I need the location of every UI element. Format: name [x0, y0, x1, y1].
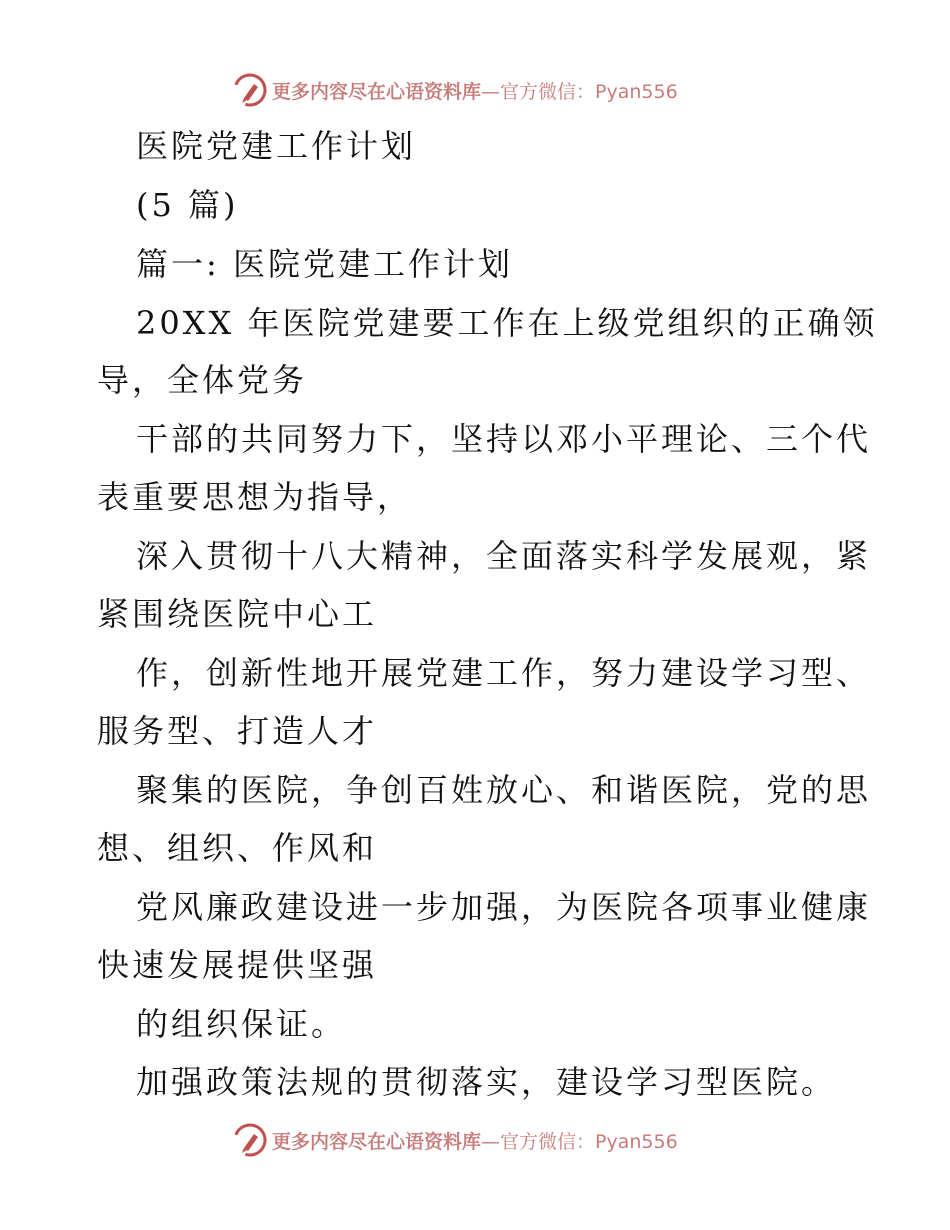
paragraph-line: 快速发展提供坚强 — [97, 946, 378, 984]
paragraph-line: 导，全体党务 — [97, 361, 308, 399]
paragraph-line: 党风廉政建设进一步加强，为医院各项事业健康 — [136, 888, 872, 926]
footer-watermark-banner — [232, 1122, 678, 1158]
document-title: 医院党建工作计划 — [136, 127, 417, 165]
document-subtitle: (5 篇) — [136, 186, 239, 224]
paragraph-line: 20XX 年医院党建要工作在上级党组织的正确领 — [136, 304, 878, 342]
paragraph-line: 想、组织、作风和 — [97, 829, 378, 867]
watermark-sub-text: —官方微信：Pyan556 — [481, 80, 678, 103]
paragraph-line: 深入贯彻十八大精神，全面落实科学发展观，紧 — [136, 537, 872, 575]
pen-nib-logo-icon — [232, 72, 268, 108]
watermark-main-text: 更多内容尽在心语资料库 — [272, 1130, 482, 1153]
paragraph-line: 紧围绕医院中心工 — [97, 595, 378, 633]
paragraph-line: 的组织保证。 — [136, 1005, 347, 1043]
pen-nib-logo-icon — [232, 1122, 268, 1158]
watermark-sub-text: —官方微信：Pyan556 — [481, 1130, 678, 1153]
watermark-main-text: 更多内容尽在心语资料库 — [272, 80, 482, 103]
header-watermark-banner — [232, 72, 678, 108]
paragraph-line: 干部的共同努力下，坚持以邓小平理论、三个代 — [136, 420, 872, 458]
paragraph-line: 服务型、打造人才 — [97, 712, 378, 750]
paragraph-line: 作，创新性地开展党建工作，努力建设学习型、 — [136, 654, 872, 692]
paragraph-line: 加强政策法规的贯彻落实，建设学习型医院。 — [136, 1063, 837, 1101]
paragraph-line: 表重要思想为指导， — [97, 478, 413, 516]
paragraph-line: 聚集的医院，争创百姓放心、和谐医院，党的思 — [136, 771, 872, 809]
section-heading: 篇一: 医院党建工作计划 — [136, 245, 513, 283]
